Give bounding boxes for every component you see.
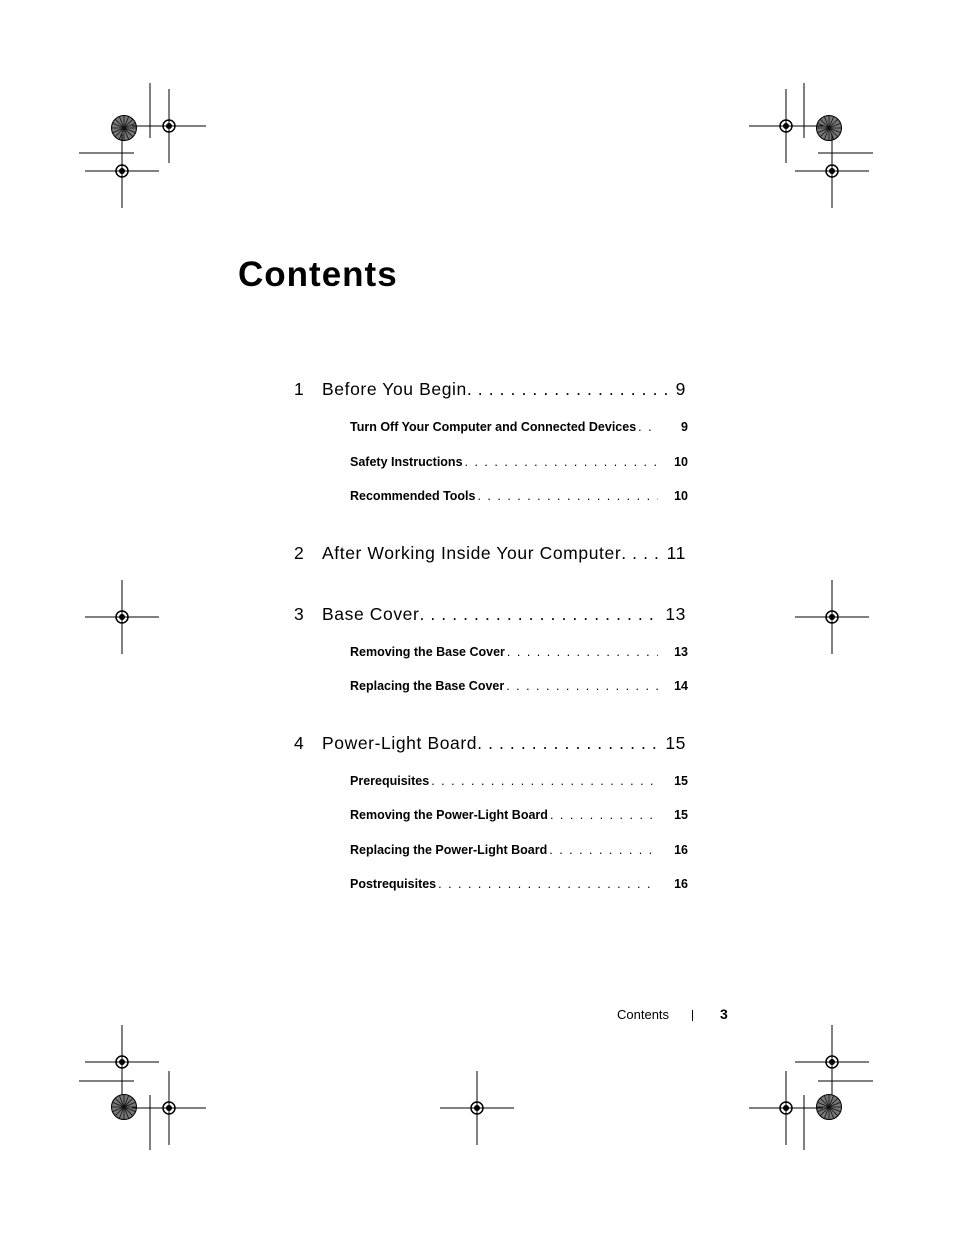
toc-chapter-3[interactable] [294, 604, 686, 628]
dot-leader [505, 645, 658, 659]
dot-leader [504, 679, 658, 693]
section-page-number: 16 [674, 877, 688, 891]
chapter-page-number: 13 [665, 604, 686, 624]
section-title: Turn Off Your Computer and Connected Devices [350, 420, 637, 434]
chapter-page-number: 15 [665, 733, 686, 753]
toc-section[interactable] [350, 843, 688, 861]
section-page-number: 15 [674, 808, 688, 822]
toc-section[interactable] [350, 420, 688, 438]
toc-section[interactable] [350, 679, 688, 697]
chapter-number: 2 [294, 543, 305, 563]
dot-leader [636, 420, 658, 434]
chapter-title: Power-Light Board [322, 733, 478, 753]
dot-leader [436, 877, 658, 891]
chapter-page-number: 9 [675, 379, 686, 399]
section-page-number: 13 [674, 645, 688, 659]
section-title: Postrequisites [350, 877, 437, 891]
dot-leader [477, 733, 659, 754]
page-title: Contents [238, 255, 398, 294]
section-page-number: 16 [674, 843, 688, 857]
chapter-number: 1 [294, 379, 305, 399]
section-page-number: 10 [674, 455, 688, 469]
toc-section[interactable] [350, 808, 688, 826]
section-page-number: 14 [674, 679, 688, 693]
dot-leader [547, 843, 658, 857]
section-title: Prerequisites [350, 774, 430, 788]
toc-chapter-2[interactable] [294, 543, 686, 567]
section-page-number: 10 [674, 489, 688, 503]
chapter-page-number: 11 [666, 543, 686, 563]
dot-leader [621, 543, 660, 564]
section-page-number: 15 [674, 774, 688, 788]
section-title: Recommended Tools [350, 489, 476, 503]
toc-section[interactable] [350, 645, 688, 663]
toc-section[interactable] [350, 877, 688, 895]
chapter-title: After Working Inside Your Computer [322, 543, 622, 563]
section-title: Replacing the Power-Light Board [350, 843, 548, 857]
footer-label: Contents [617, 1007, 670, 1022]
dot-leader [475, 489, 658, 503]
footer-page-number: 3 [720, 1006, 728, 1022]
chapter-title: Before You Begin [322, 379, 467, 399]
section-title: Removing the Power-Light Board [350, 808, 548, 822]
dot-leader [548, 808, 658, 822]
toc-chapter-1[interactable] [294, 379, 686, 403]
chapter-number: 4 [294, 733, 305, 753]
dot-leader [463, 455, 658, 469]
toc-section[interactable] [350, 455, 688, 473]
chapter-title: Base Cover [322, 604, 420, 624]
section-title: Replacing the Base Cover [350, 679, 505, 693]
toc-section[interactable] [350, 489, 688, 507]
toc-section[interactable] [350, 774, 688, 792]
footer-divider [692, 1010, 693, 1021]
section-title: Removing the Base Cover [350, 645, 505, 659]
dot-leader [429, 774, 658, 788]
chapter-number: 3 [294, 604, 305, 624]
section-page-number: 9 [681, 420, 688, 434]
section-title: Safety Instructions [350, 455, 463, 469]
toc-chapter-4[interactable] [294, 733, 686, 757]
dot-leader [419, 604, 659, 625]
dot-leader [467, 379, 670, 400]
